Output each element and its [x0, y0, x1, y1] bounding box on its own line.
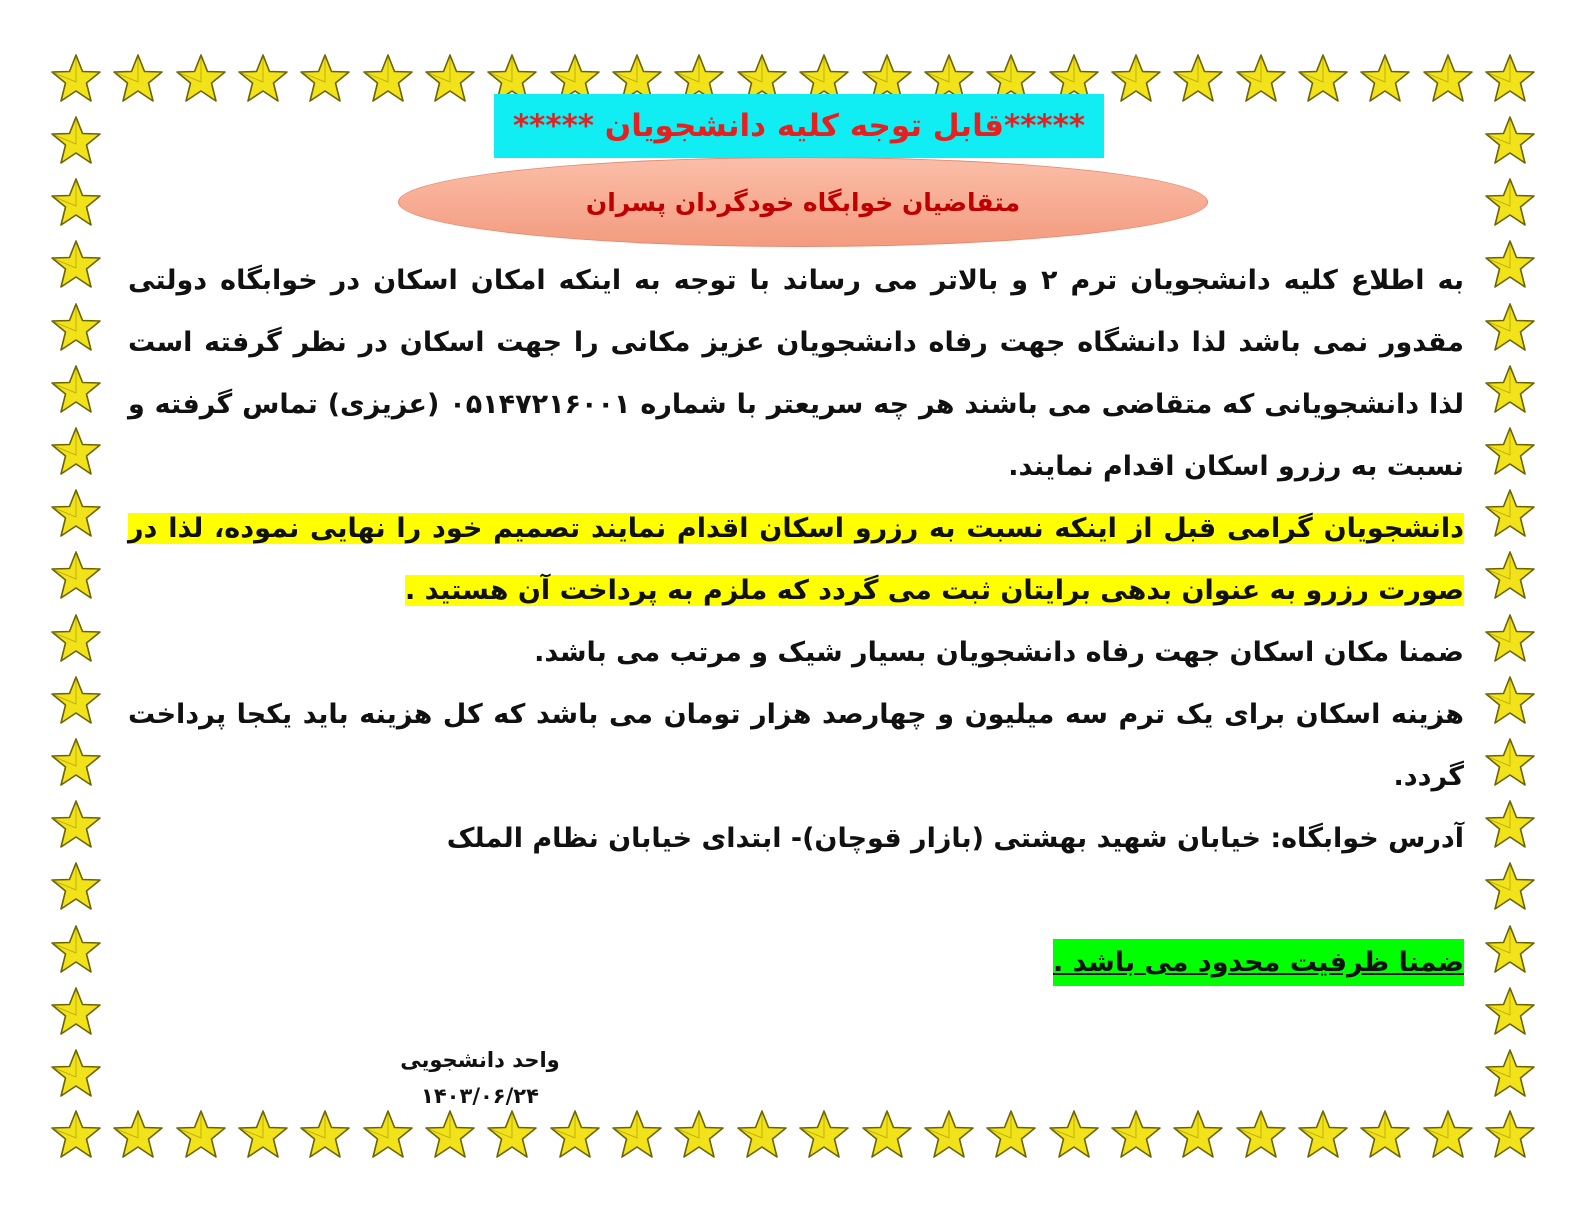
yellow-star-icon	[1110, 1108, 1162, 1160]
yellow-star-icon	[1297, 52, 1349, 104]
yellow-star-icon	[1484, 301, 1536, 353]
yellow-star-icon	[1484, 1047, 1536, 1099]
yellow-star-icon	[1484, 52, 1536, 104]
yellow-star-icon	[50, 923, 102, 975]
subtitle: متقاضیان خوابگاه خودگردان پسران	[585, 187, 1021, 217]
yellow-star-icon	[299, 1108, 351, 1160]
yellow-star-icon	[1359, 52, 1411, 104]
signature-unit: واحد دانشجویی	[400, 1048, 560, 1072]
paragraph-cost: هزینه اسکان برای یک ترم سه میلیون و چهارصد هزار تومان می باشد که کل هزینه باید یکجا پرداخت گردد.	[128, 699, 1464, 792]
yellow-star-icon	[50, 798, 102, 850]
page-title-text: *****قابل توجه کلیه دانشجویان *****	[512, 108, 1086, 144]
yellow-star-icon	[50, 549, 102, 601]
paragraph-location-quality: ضمنا مکان اسکان جهت رفاه دانشجویان بسیار شیک و مرتب می باشد.	[534, 637, 1464, 668]
paragraph-address: آدرس خوابگاه: خیابان شهید بهشتی (بازار قوچان)- ابتدای خیابان نظام الملک	[446, 823, 1464, 854]
yellow-star-icon	[175, 1108, 227, 1160]
yellow-star-icon	[1484, 860, 1536, 912]
yellow-star-icon	[1484, 549, 1536, 601]
yellow-star-icon	[50, 612, 102, 664]
yellow-star-icon	[50, 363, 102, 415]
yellow-star-icon	[1484, 238, 1536, 290]
yellow-star-icon	[1484, 363, 1536, 415]
yellow-star-icon	[1110, 52, 1162, 104]
yellow-star-icon	[1484, 985, 1536, 1037]
yellow-star-icon	[362, 52, 414, 104]
yellow-star-icon	[861, 1108, 913, 1160]
yellow-star-icon	[486, 1108, 538, 1160]
yellow-star-icon	[736, 1108, 788, 1160]
yellow-star-icon	[237, 1108, 289, 1160]
paragraph-warning	[128, 498, 1464, 622]
capacity-highlight: ضمنا ظرفیت محدود می باشد .	[1053, 939, 1464, 986]
yellow-star-icon	[1484, 114, 1536, 166]
yellow-star-icon	[50, 736, 102, 788]
yellow-star-icon	[50, 860, 102, 912]
yellow-star-icon	[50, 674, 102, 726]
yellow-star-icon	[50, 176, 102, 228]
notice-body	[128, 250, 1464, 994]
signature-block	[380, 1042, 580, 1114]
yellow-star-icon	[1422, 52, 1474, 104]
paragraph-capacity	[128, 932, 1464, 994]
signature-date: ۱۴۰۳/۰۶/۲۴	[421, 1084, 539, 1108]
yellow-star-icon	[50, 1047, 102, 1099]
yellow-star-icon	[1484, 674, 1536, 726]
yellow-star-icon	[1484, 798, 1536, 850]
yellow-star-icon	[112, 52, 164, 104]
yellow-star-icon	[1484, 736, 1536, 788]
yellow-star-icon	[1359, 1108, 1411, 1160]
yellow-star-icon	[175, 52, 227, 104]
page-title	[494, 94, 1104, 158]
yellow-star-icon	[549, 1108, 601, 1160]
spacer	[128, 870, 1464, 932]
yellow-star-icon	[1484, 612, 1536, 664]
yellow-star-icon	[299, 52, 351, 104]
yellow-star-icon	[50, 487, 102, 539]
yellow-star-icon	[237, 52, 289, 104]
yellow-star-icon	[673, 1108, 725, 1160]
yellow-star-icon	[50, 1108, 102, 1160]
yellow-star-icon	[1235, 1108, 1287, 1160]
yellow-star-icon	[1422, 1108, 1474, 1160]
yellow-star-icon	[50, 301, 102, 353]
subtitle-oval	[398, 157, 1208, 247]
yellow-star-icon	[1172, 52, 1224, 104]
yellow-star-icon	[50, 114, 102, 166]
yellow-star-icon	[1048, 1108, 1100, 1160]
yellow-star-icon	[1484, 487, 1536, 539]
yellow-star-icon	[923, 1108, 975, 1160]
yellow-star-icon	[424, 1108, 476, 1160]
yellow-star-icon	[50, 425, 102, 477]
yellow-star-icon	[985, 1108, 1037, 1160]
yellow-star-icon	[1484, 176, 1536, 228]
yellow-star-icon	[50, 985, 102, 1037]
yellow-star-icon	[50, 52, 102, 104]
yellow-star-icon	[611, 1108, 663, 1160]
yellow-star-icon	[1484, 923, 1536, 975]
yellow-star-icon	[1484, 425, 1536, 477]
yellow-star-icon	[1484, 1108, 1536, 1160]
warning-highlight: دانشجویان گرامی قبل از اینکه نسبت به رزرو اسکان اقدام نمایند تصمیم خود را نهایی نموده، لذا در صورت رزرو به عنوان بدهی برایتان ثبت می گردد که ملزم به پرداخت آن هستید .	[128, 513, 1464, 606]
yellow-star-icon	[50, 238, 102, 290]
paragraph-intro: به اطلاع کلیه دانشجویان ترم ۲ و بالاتر می رساند با توجه به اینکه امکان اسکان در خوابگاه دولتی مقدور نمی باشد لذا دانشگاه جهت رفاه دانشجویان عزیز مکانی را جهت اسکان در نظر گرفته است لذا دانشجویانی که متقاضی می باشند هر چه سریعتر با شماره ۰۵۱۴۷۲۱۶۰۰۱ (عزیزی) تماس گرفته و نسبت به رزرو اسکان اقدام نمایند.	[128, 265, 1464, 482]
yellow-star-icon	[424, 52, 476, 104]
yellow-star-icon	[1172, 1108, 1224, 1160]
yellow-star-icon	[798, 1108, 850, 1160]
yellow-star-icon	[362, 1108, 414, 1160]
yellow-star-icon	[1297, 1108, 1349, 1160]
yellow-star-icon	[1235, 52, 1287, 104]
yellow-star-icon	[112, 1108, 164, 1160]
